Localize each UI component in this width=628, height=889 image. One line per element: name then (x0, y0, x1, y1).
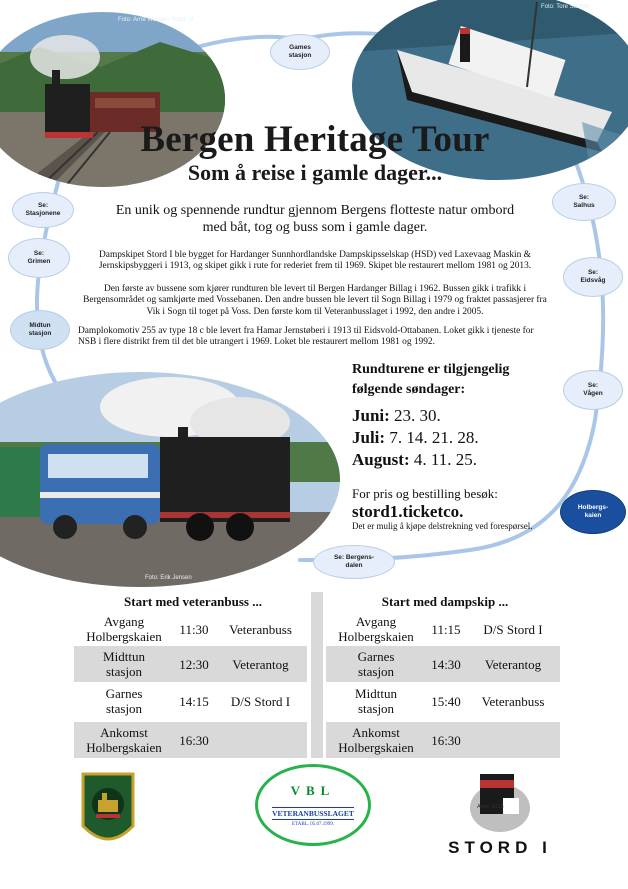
schedule-time: 12:30 (179, 656, 209, 672)
station-midtun: Midtun stasjon (10, 310, 70, 350)
station-holbergskaien: Holbergs- kaien (560, 490, 626, 534)
schedule-place: Garnes stasjon (357, 649, 395, 679)
photo-credit-ship: Foto: Tore Sæthre (541, 4, 590, 10)
schedule-row (74, 611, 307, 647)
schedule-row (326, 611, 560, 647)
schedule-vehicle: Veterantog (232, 656, 289, 672)
schedule-row (326, 646, 560, 682)
station-grimen: Se: Grimen (8, 238, 70, 278)
sunday-july: Juli: 7. 14. 21. 28. (352, 428, 479, 447)
schedule-row (326, 722, 560, 758)
schedule-row (74, 646, 307, 682)
station-games: Games stasjon (270, 34, 330, 70)
schedule-place: Midttun stasjon (103, 649, 145, 679)
station-stasjonene: Se: Stasjonene (12, 192, 74, 228)
station-bergensdalen: Se: Bergens- dalen (313, 545, 395, 579)
buses-paragraph: Den første av bussene som kjører rundturen ble levert til Bergen Hardanger Billag i 1962. Bussen gikk i trafikk i Bergensområdet og samkjørte med Vossebanen. Den andre bussen ble levert til Sogn Billag i 1979 og fraktet passasjerer fra Vik i Sogn til toget på Voss. Den første kom til Veteranbusslaget i 1992, den andre i 2005. (83, 284, 547, 317)
sunday-august: August: 4. 11. 25. (352, 450, 477, 469)
schedule-time: 11:15 (431, 621, 461, 637)
ship-paragraph: Dampskipet Stord I ble bygget for Hardanger Sunnhordlandske Dampskipsselskap (HSD) ved Laxevaag Maskin & Jernskipsbyggeri i 1913, og skipet gikk i rute for rederiet frem til 1969. Skipet ble restaurert mellom 1981 og 2013. (98, 250, 532, 272)
station-eidsvag: Se: Eidsvåg (563, 257, 623, 297)
schedule-vehicle: Veteranbuss (229, 621, 292, 637)
vbl-name: VETERANBUSSLAGET (272, 809, 354, 818)
vbl-founded: ETABL. 05.07.1999. (292, 822, 334, 827)
page-title: Bergen Heritage Tour (140, 119, 490, 160)
stord-logo (440, 768, 560, 856)
schedule-place: Avgang Holbergskaien (338, 614, 414, 644)
schedule-time: 16:30 (179, 732, 209, 748)
locomotive-paragraph: Damplokomotiv 255 av type 18 c ble levert fra Hamar Jernstøberi i 1913 til Eidsvold-Ottabanen. Loket gikk i tjeneste for NSB i flere distrikt frem til det ble utrangert i 1969. Loket ble restaurert mellom 1981 og 1992. (78, 326, 534, 348)
schedule-place: Garnes stasjon (105, 686, 143, 716)
schedule-vehicle: Veteranbuss (481, 693, 545, 709)
stord-name: STORD I (448, 838, 552, 857)
schedule-row (74, 683, 307, 719)
page-subtitle: Som å reise i gamle dager... (187, 160, 443, 185)
schedule-time: 14:30 (431, 656, 461, 672)
sunday-june: Juni: 23. 30. (352, 406, 441, 425)
booking-site-link[interactable]: stord1.ticketco. (352, 502, 464, 521)
schedule-vehicle: D/S Stord I (483, 621, 543, 637)
station-vagen: Se: Vågen (563, 370, 623, 410)
schedule-time: 15:40 (431, 693, 461, 709)
vbl-logo (255, 764, 371, 846)
vossebanen-logo (78, 768, 138, 852)
schedule-time: 14:15 (179, 693, 209, 709)
schedule-heading-ship: Start med dampskip ... (381, 594, 509, 609)
partial-note: Det er mulig å kjøpe delstrekning ved forespørsel. (352, 521, 533, 531)
schedule-vehicle: Veterantog (484, 656, 542, 672)
vbl-letters: VBL (290, 783, 336, 798)
schedule-row (74, 722, 307, 758)
schedule-vehicle: D/S Stord I (230, 693, 291, 709)
schedule-time: 16:30 (431, 732, 461, 748)
schedule-place: Avgang Holbergskaien (86, 614, 162, 644)
booking-text: For pris og bestilling besøk: (352, 486, 498, 501)
intro-text: En unik og spennende rundtur gjennom Bergens flotteste natur ombord med båt, tog og buss som i gamle dager. (115, 203, 515, 235)
schedule-heading-bus: Start med veteranbuss ... (124, 594, 262, 609)
sundays-heading: Rundturene er tilgjengelig følgende søndager: (352, 362, 510, 397)
schedule-divider (311, 592, 323, 758)
station-salhus: Se: Salhus (552, 183, 616, 221)
schedule-place: Ankomst Holbergskaien (86, 725, 162, 755)
photo-credit-depot: Foto: Erik Jensen (145, 575, 192, 581)
schedule-place: Midttun stasjon (355, 686, 397, 716)
schedule-time: 11:30 (179, 621, 209, 637)
photo-credit-train: Foto: Arne Wangen Sudd...d (118, 17, 194, 23)
stord-years: Anno 1913 (477, 804, 504, 810)
schedule-place: Ankomst Holbergskaien (338, 725, 414, 755)
schedule-row (326, 683, 560, 719)
